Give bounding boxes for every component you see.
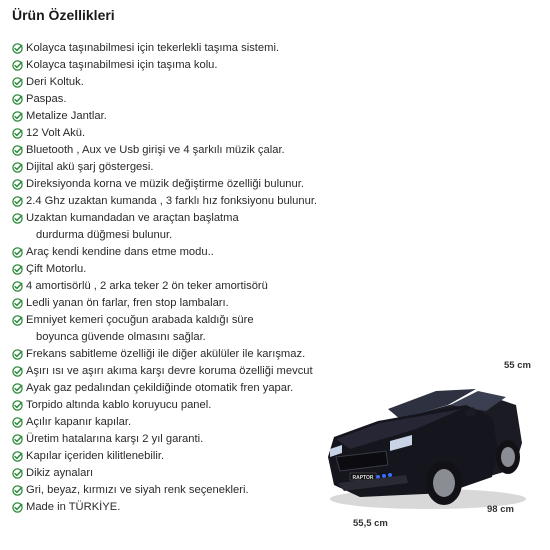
check-circle-icon <box>12 213 23 224</box>
check-circle-icon <box>12 383 23 394</box>
check-circle-icon <box>12 434 23 445</box>
feature-item <box>12 108 342 125</box>
check-circle-icon <box>12 485 23 496</box>
feature-item <box>12 465 342 482</box>
feature-text-continued: boyunca güvende olmasını sağlar. <box>36 331 206 343</box>
feature-text: 12 Volt Akü. <box>26 127 86 139</box>
feature-item <box>12 397 342 414</box>
dimension-depth: 98 cm <box>487 504 514 515</box>
feature-item <box>12 499 342 516</box>
feature-item <box>12 91 342 108</box>
feature-item <box>12 176 342 193</box>
feature-item <box>12 312 342 346</box>
feature-item <box>12 414 342 431</box>
check-circle-icon <box>12 502 23 513</box>
feature-text: Dijital akü şarj göstergesi. <box>26 161 154 173</box>
feature-item <box>12 40 342 57</box>
check-circle-icon <box>12 179 23 190</box>
feature-text: Açılır kapanır kapılar. <box>26 416 132 428</box>
feature-text: Frekans sabitleme özelliği ile diğer akülüler ile karışmaz. <box>26 348 306 360</box>
feature-item <box>12 482 342 499</box>
page-title: Ürün Özellikleri <box>12 7 115 23</box>
feature-item <box>12 142 342 159</box>
feature-item <box>12 125 342 142</box>
check-circle-icon <box>12 349 23 360</box>
check-circle-icon <box>12 366 23 377</box>
feature-text: Uzaktan kumandadan ve araçtan başlatma <box>26 212 239 224</box>
feature-item <box>12 346 342 363</box>
feature-text: Ayak gaz pedalından çekildiğinde otomatik fren yapar. <box>26 382 294 394</box>
feature-text: 4 amortisörlü , 2 arka teker 2 ön teker amortisörü <box>26 280 268 292</box>
car-image <box>316 365 544 543</box>
feature-item <box>12 448 342 465</box>
feature-text: Kapılar içeriden kilitlenebilir. <box>26 450 165 462</box>
feature-text: Kolayca taşınabilmesi için taşıma kolu. <box>26 59 218 71</box>
check-circle-icon <box>12 77 23 88</box>
feature-item <box>12 193 342 210</box>
check-circle-icon <box>12 60 23 71</box>
car-led-2 <box>382 474 386 478</box>
feature-text: Paspas. <box>26 93 67 105</box>
check-circle-icon <box>12 400 23 411</box>
feature-text: Deri Koltuk. <box>26 76 84 88</box>
dimension-width: 55,5 cm <box>353 518 388 529</box>
feature-text: Direksiyonda korna ve müzik değiştirme özelliği bulunur. <box>26 178 304 190</box>
feature-list <box>12 40 342 516</box>
car-led-3 <box>388 473 392 477</box>
check-circle-icon <box>12 315 23 326</box>
feature-text: Ledli yanan ön farlar, fren stop lambaları. <box>26 297 229 309</box>
feature-item <box>12 74 342 91</box>
feature-text: Gri, beyaz, kırmızı ve siyah renk seçenekleri. <box>26 484 249 496</box>
feature-item <box>12 363 342 380</box>
feature-text: Metalize Jantlar. <box>26 110 107 122</box>
feature-item <box>12 244 342 261</box>
check-circle-icon <box>12 468 23 479</box>
feature-text: Aşırı ısı ve aşırı akıma karşı devre koruma özelliği mevcut <box>26 365 313 377</box>
feature-text: Araç kendi kendine dans etme modu.. <box>26 246 214 258</box>
feature-text: Emniyet kemeri çocuğun arabada kaldığı süre <box>26 314 254 326</box>
check-circle-icon <box>12 94 23 105</box>
check-circle-icon <box>12 298 23 309</box>
feature-item <box>12 57 342 74</box>
feature-text: Made in TÜRKİYE. <box>26 501 121 513</box>
feature-text: Dikiz aynaları <box>26 467 94 479</box>
check-circle-icon <box>12 264 23 275</box>
check-circle-icon <box>12 247 23 258</box>
feature-item <box>12 210 342 244</box>
feature-text: 2.4 Ghz uzaktan kumanda , 3 farklı hız fonksiyonu bulunur. <box>26 195 318 207</box>
check-circle-icon <box>12 417 23 428</box>
feature-text-continued: durdurma düğmesi bulunur. <box>36 229 173 241</box>
feature-item <box>12 295 342 312</box>
feature-text: Çift Motorlu. <box>26 263 87 275</box>
car-rim-front <box>433 469 455 497</box>
car-rim-rear <box>501 447 515 467</box>
check-circle-icon <box>12 196 23 207</box>
feature-item <box>12 159 342 176</box>
feature-item <box>12 431 342 448</box>
check-circle-icon <box>12 451 23 462</box>
check-circle-icon <box>12 281 23 292</box>
check-circle-icon <box>12 162 23 173</box>
feature-item <box>12 261 342 278</box>
feature-text: Üretim hatalarına karşı 2 yıl garanti. <box>26 433 204 445</box>
feature-item <box>12 278 342 295</box>
check-circle-icon <box>12 128 23 139</box>
check-circle-icon <box>12 43 23 54</box>
feature-text: Bluetooth , Aux ve Usb girişi ve 4 şarkılı müzik çalar. <box>26 144 285 156</box>
feature-text: Kolayca taşınabilmesi için tekerlekli taşıma sistemi. <box>26 42 280 54</box>
car-plate-text: RAPTOR <box>352 475 374 481</box>
check-circle-icon <box>12 111 23 122</box>
feature-text: Torpido altında kablo koruyucu panel. <box>26 399 212 411</box>
check-circle-icon <box>12 145 23 156</box>
feature-item <box>12 380 342 397</box>
dimension-height: 55 cm <box>504 360 531 371</box>
